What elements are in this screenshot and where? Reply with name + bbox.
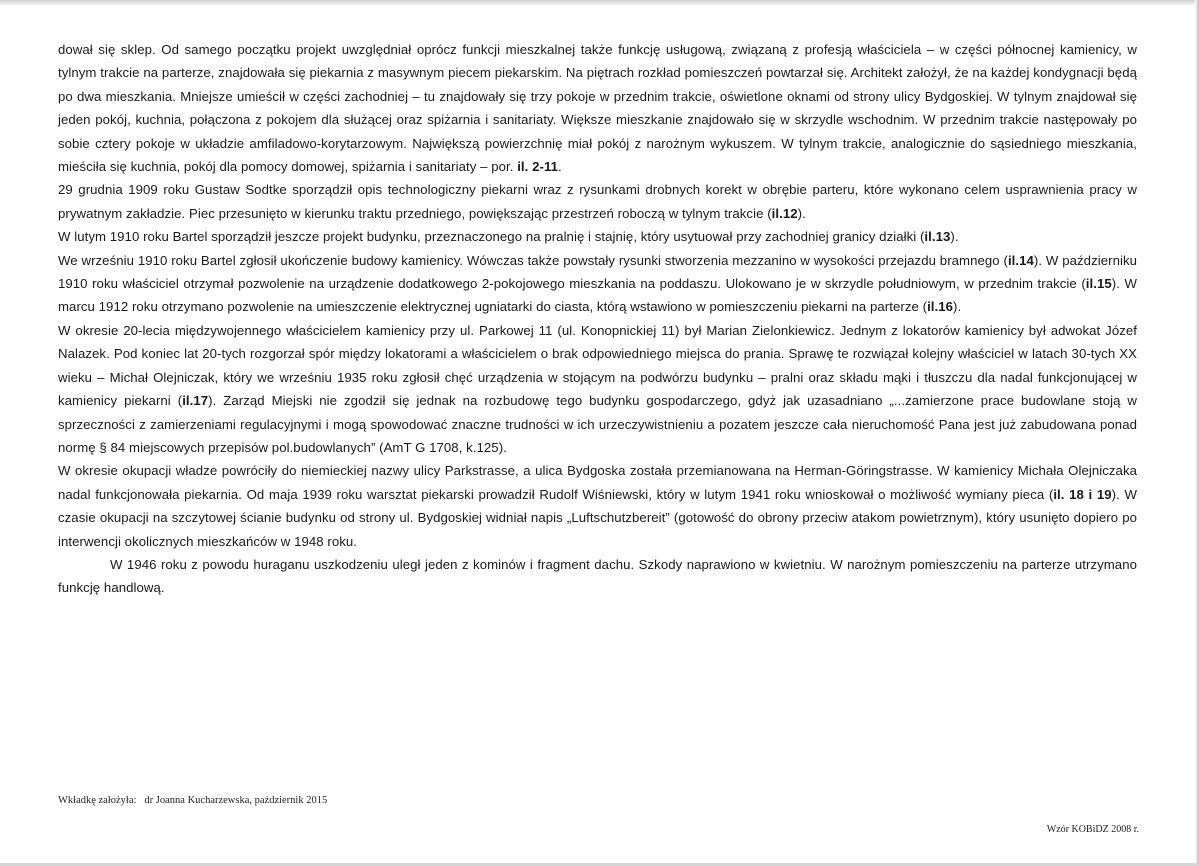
footer-form-template-note: Wzór KOBiDZ 2008 r. bbox=[1046, 824, 1139, 835]
scan-edge-right bbox=[1195, 0, 1199, 866]
text-run: W 1946 roku z powodu huraganu uszkodzeniu uległ jeden z kominów i fragment dachu. Szkody naprawiono w kwietniu. W narożnym pomieszczeniu na parterze utrzymano funkcję handlową. bbox=[58, 556, 1137, 596]
text-run: ). bbox=[950, 229, 959, 245]
scan-edge-top bbox=[0, 0, 1199, 6]
text-run: 29 grudnia 1909 roku Gustaw Sodtke sporządził opis technologiczny piekarni wraz z rysunkami drobnych korekt w obrębie parteru, które wykonano celem usprawnienia pracy w prywatnym zakładzie. Piec przesunięto w kierunku traktu przedniego, powiększając przestrzeń roboczą w tylnym trakcie ( bbox=[58, 182, 1137, 221]
document-body bbox=[58, 38, 1137, 600]
text-run: ). bbox=[797, 205, 806, 221]
text-run: ). W październiku 1910 roku właściciel otrzymał pozwolenie na urządzenie dodatkowego 2-pokojowego mieszkania na poddaszu. Ulokowano je w skrzydle południowym, w przednim trakcie ( bbox=[58, 252, 1137, 292]
paragraph-1 bbox=[58, 38, 1137, 178]
text-run: W lutym 1910 roku Bartel sporządził jeszcze projekt budynku, przeznaczonego na pralnię i stajnię, który usytuował przy zachodniej granicy działki ( bbox=[58, 229, 925, 245]
paragraph-6 bbox=[58, 459, 1137, 553]
text-run: ). bbox=[953, 299, 962, 315]
figure-reference: il. 2-11 bbox=[517, 159, 559, 175]
footer-author-note bbox=[58, 795, 327, 806]
author-label: Wkładkę założyła: bbox=[58, 795, 137, 806]
paragraph-4 bbox=[58, 249, 1137, 319]
paragraph-7 bbox=[58, 553, 1137, 600]
figure-reference: il.17 bbox=[182, 393, 209, 409]
author-name: dr Joanna Kucharzewska, październik 2015 bbox=[144, 795, 328, 806]
figure-reference: il.16 bbox=[927, 299, 954, 315]
figure-reference: il. 18 i 19 bbox=[1053, 486, 1112, 502]
paragraph-3 bbox=[58, 225, 1137, 248]
figure-reference: il.15 bbox=[1085, 276, 1112, 292]
figure-reference: il.12 bbox=[771, 205, 798, 221]
text-run: . bbox=[558, 159, 562, 175]
text-run: dował się sklep. Od samego początku projekt uwzględniał oprócz funkcji mieszkalnej także funkcję usługową, związaną z profesją właściciela – w części północnej kamienicy, w tylnym trakcie na parterze, znajdowała się piekarnia z masywnym piecem piekarskim. Na piętrach rozkład pomieszczeń powtarzał się. Architekt założył, że na każdej kondygnacji będą po dwa mieszkania. Mniejsze umieścił w części zachodniej – tu znajdowały się trzy pokoje w przednim trakcie, oświetlone oknami od strony ulicy Bydgoskiej. W tylnym znajdował się jeden pokój, kuchnia, połączona z pokojem dla służącej oraz spiżarnia i sanitariaty. Większe mieszkanie znajdowało się w skrzydle wschodnim. W przednim trakcie następowały po sobie cztery pokoje w układzie amfiladowo-korytarzowym. Największą powierzchnię miał pokój z narożnym wykuszem. W tylnym trakcie, analogicznie do sąsiedniego mieszkania, mieściła się kuchnia, pokój dla pomocy domowej, spiżarnia i sanitariaty – por. bbox=[58, 42, 1137, 175]
paragraph-5 bbox=[58, 319, 1137, 459]
text-run: W okresie 20-lecia międzywojennego właścicielem kamienicy przy ul. Parkowej 11 (ul. Konopnickiej 11) był Marian Zielonkiewicz. Jednym z lokatorów kamienicy był adwokat Józef Nalazek. Pod koniec lat 20-tych rozgorzał spór między lokatorami a właścicielem o brak odpowiedniego miejsca do prania. Sprawę te rozwiązał kolejny właściciel w latach 30-tych XX wieku – Michał Olejniczak, który we wrześniu 1935 roku zgłosił chęć urządzenia w stojącym na podwórzu budynku – pralni oraz składu mąki i tłuszczu dla nadal funkcjonującej w kamienicy piekarni ( bbox=[58, 322, 1137, 409]
text-run: ). W czasie okupacji na szczytowej ścianie budynku od strony ul. Bydgoskiej widniał napis „Luftschutzbereit” (gotowość do obrony przeciw atakom powietrznym), który usunięto dopiero po interwencji okolicznych mieszkańców w 1948 roku. bbox=[58, 486, 1137, 549]
text-run: W okresie okupacji władze powróciły do niemieckiej nazwy ulicy Parkstrasse, a ulica Bydgoska została przemianowana na Herman-Göringstrasse. W kamienicy Michała Olejniczaka nadal funkcjonowała piekarnia. Od maja 1939 roku warsztat piekarski prowadził Rudolf Wiśniewski, który w lutym 1941 roku wnioskował o możliwość wymiany pieca ( bbox=[58, 463, 1137, 502]
text-run: We wrześniu 1910 roku Bartel zgłosił ukończenie budowy kamienicy. Wówczas także powstały rysunki stworzenia mezzanino w wysokości przejazdu bramnego ( bbox=[58, 252, 1008, 268]
figure-reference: il.13 bbox=[924, 229, 951, 245]
text-run: ). Zarząd Miejski nie zgodził się jednak na rozbudowę tego budynku gospodarczego, gdyż jak uzasadniano „...zamierzone prace budowlane stoją w sprzeczności z zamierzeniami regulacyjnymi i mogą spowodować znaczne trudności w ich urzeczywistnieniu a pozatem jeszcze cała nieruchomość Pana jest już zabudowana ponad normę § 84 miejscowych przepisów pol.budowlanych” (AmT G 1708, k.125). bbox=[58, 393, 1138, 455]
figure-reference: il.14 bbox=[1007, 252, 1034, 268]
paragraph-2 bbox=[58, 178, 1137, 225]
text-run: ). W marcu 1912 roku otrzymano pozwolenie na umieszczenie elektrycznej ugniatarki do ciasta, którą wstawiono w pomieszczeniu piekarni na parterze ( bbox=[58, 276, 1137, 315]
